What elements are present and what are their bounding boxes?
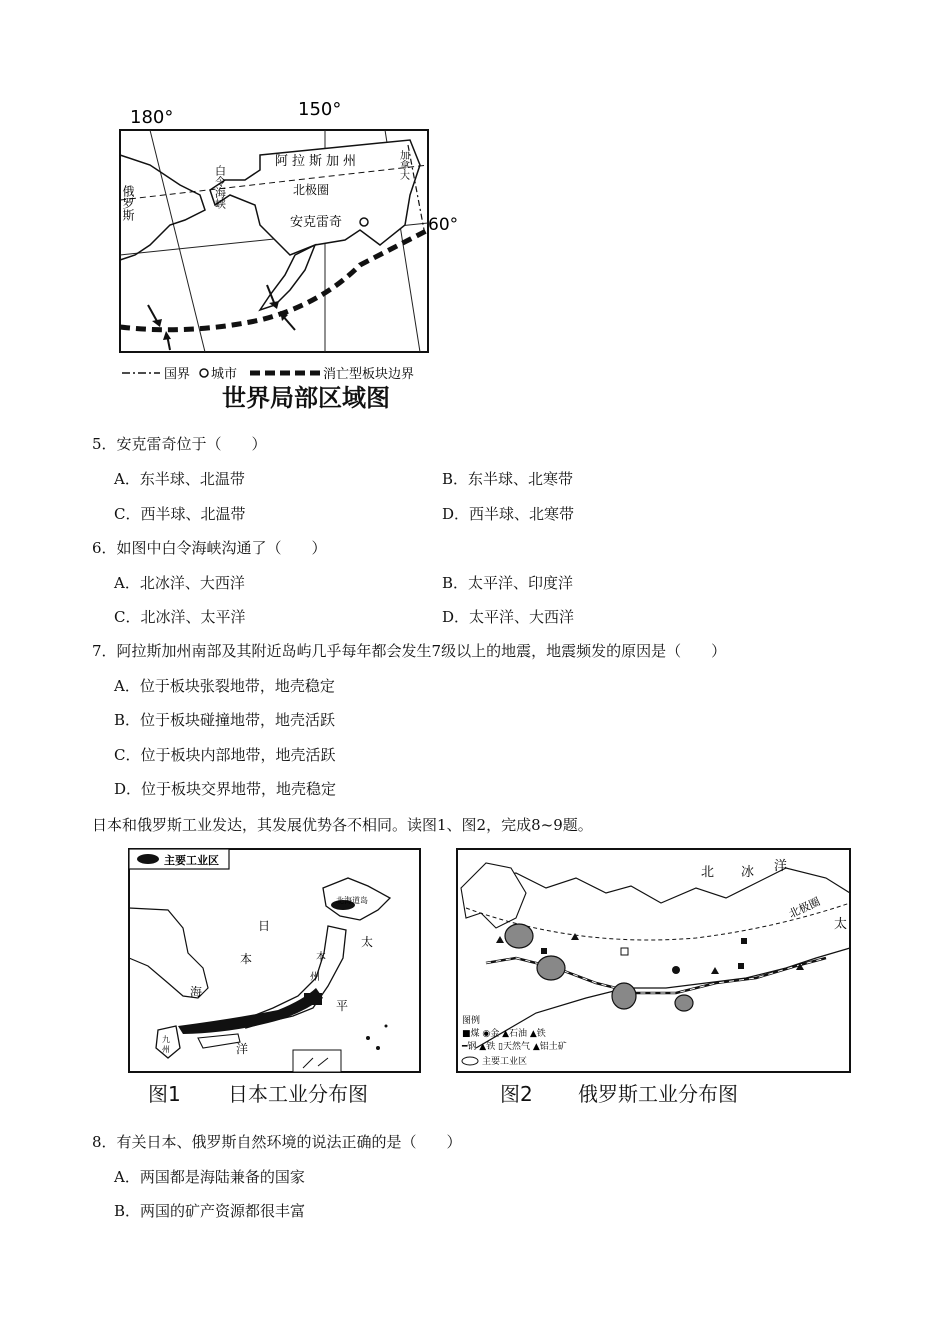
question-5-option-c: C．西半球、北温带 <box>114 505 246 523</box>
question-5-option-a: A．东半球、北温带 <box>114 470 245 488</box>
question-8-option-b: B．两国的矿产资源都很丰富 <box>114 1202 306 1220</box>
question-8-option-a: A．两国都是海陆兼备的国家 <box>114 1168 305 1186</box>
honshu-label-1: 本 <box>316 952 326 963</box>
fig2-legend-row3: 主要工业区 <box>482 1057 528 1067</box>
kyushu-label: 九 <box>162 1035 170 1044</box>
fig2-caption-num: 图2 <box>500 1082 533 1106</box>
arctic-ocean-label-2: 冰 <box>741 865 755 880</box>
sea-of-japan-label-2: 本 <box>240 952 253 966</box>
question-7-option-a: A．位于板块张裂地带，地壳稳定 <box>114 677 335 695</box>
question-6-option-a: A．北冰洋、大西洋 <box>114 574 245 592</box>
intro-text: 日本和俄罗斯工业发达，其发展优势各不相同。读图1、图2，完成8~9题。 <box>92 816 593 834</box>
pacific-short-label: 太 <box>834 917 848 932</box>
sea-of-japan-label-1: 日 <box>258 919 271 933</box>
pacific-label-3: 洋 <box>236 1042 249 1056</box>
lat-60-label: 60° <box>428 215 459 235</box>
question-6-option-d: D．太平洋、大西洋 <box>442 608 575 626</box>
world-region-map <box>110 95 470 415</box>
question-5-option-d: D．西半球、北寒带 <box>442 505 575 523</box>
fig1-caption-title: 日本工业分布图 <box>228 1082 368 1106</box>
question-6-option-b: B．太平洋、印度洋 <box>442 574 574 592</box>
legend-city-label: 城市 <box>211 367 238 382</box>
sea-of-japan-label-3: 海 <box>190 985 203 999</box>
question-5-option-b: B．东半球、北寒带 <box>442 470 574 488</box>
map1-caption: 世界局部区域图 <box>222 384 390 412</box>
question-7-stem: 7．阿拉斯加州南部及其附近岛屿几乎每年都会发生7级以上的地震，地震频发的原因是（ ） <box>92 642 727 660</box>
kyushu-label-2: 州 <box>162 1045 170 1054</box>
canada-label: 加拿大 <box>397 150 409 180</box>
anchorage-label: 安克雷奇 <box>290 215 343 230</box>
russia-industry-map <box>456 848 852 1074</box>
legend-border-label: 国界 <box>164 367 191 382</box>
lon-180-label: 180° <box>130 107 174 128</box>
question-8-stem: 8．有关日本、俄罗斯自然环境的说法正确的是（ ） <box>92 1133 462 1151</box>
arctic-ocean-label-3: 洋 <box>774 859 788 874</box>
question-7-option-b: B．位于板块碰撞地带，地壳活跃 <box>114 711 336 729</box>
fig1-legend-label: 主要工业区 <box>164 854 219 867</box>
russia-label: 俄罗斯 <box>121 185 135 221</box>
pacific-label-2: 平 <box>336 999 349 1013</box>
arctic-circle-label: 北极圈 <box>293 183 330 197</box>
question-7-option-c: C．位于板块内部地带，地壳活跃 <box>114 746 336 764</box>
anchorage-city-marker <box>360 218 368 226</box>
question-5-stem: 5．安克雷奇位于（ ） <box>92 435 267 453</box>
fig2-legend-title: 图例 <box>462 1016 481 1026</box>
question-6-stem: 6．如图中白令海峡沟通了（ ） <box>92 539 327 557</box>
arctic-ocean-label-1: 北 <box>701 865 715 880</box>
lon-150-label: 150° <box>298 99 342 120</box>
fig1-caption-num: 图1 <box>148 1082 181 1106</box>
fig2-legend-row1: ■煤 ◉金 ▲石油 ▲铁 <box>462 1029 546 1039</box>
question-6-option-c: C．北冰洋、太平洋 <box>114 608 246 626</box>
alaska-label: 阿拉斯加州 <box>275 154 361 169</box>
arctic-circle-label: 北极圈 <box>786 894 823 921</box>
japan-industry-map <box>128 848 422 1074</box>
legend-boundary-label: 消亡型板块边界 <box>323 367 415 382</box>
honshu-label-2: 州 <box>310 972 320 983</box>
bering-label: 白令海峡 <box>213 165 227 209</box>
pacific-label-1: 太 <box>361 935 374 949</box>
hokkaido-label: 北海道岛 <box>336 896 368 905</box>
fig2-legend-row2: ━钢 ▲铁 ▯天然气 ▲铝土矿 <box>462 1042 567 1052</box>
fig2-caption-title: 俄罗斯工业分布图 <box>578 1082 738 1106</box>
question-7-option-d: D．位于板块交界地带，地壳稳定 <box>114 780 337 798</box>
